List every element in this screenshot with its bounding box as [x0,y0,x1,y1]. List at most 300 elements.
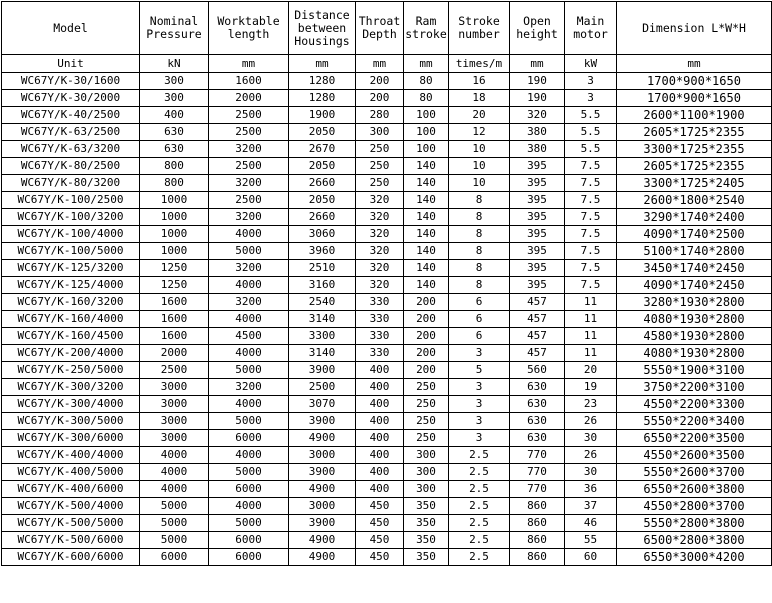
distance-between-housings-cell: 4900 [289,549,356,566]
main-motor-cell: 3 [565,90,617,107]
dimension-cell: 2600*1800*2540 [617,192,772,209]
main-motor-cell: 11 [565,311,617,328]
header-stroke-number: Stroke number [449,2,510,55]
throat-depth-cell: 320 [356,277,404,294]
table-body [2,73,772,566]
open-height-cell: 860 [510,498,565,515]
ram-stroke-cell: 350 [404,498,449,515]
ram-stroke-cell: 100 [404,107,449,124]
nominal-pressure-cell: 4000 [140,481,209,498]
nominal-pressure-cell: 2500 [140,362,209,379]
ram-stroke-cell: 80 [404,73,449,90]
model-cell: WC67Y/K-250/5000 [2,362,140,379]
ram-stroke-cell: 200 [404,328,449,345]
main-motor-cell: 19 [565,379,617,396]
header-open-height: Open height [510,2,565,55]
dimension-cell: 6550*2200*3500 [617,430,772,447]
throat-depth-cell: 250 [356,175,404,192]
worktable-length-cell: 6000 [209,481,289,498]
main-motor-cell: 7.5 [565,158,617,175]
open-height-cell: 395 [510,192,565,209]
stroke-number-cell: 8 [449,260,510,277]
stroke-number-cell: 3 [449,430,510,447]
distance-between-housings-cell: 2500 [289,379,356,396]
throat-depth-cell: 320 [356,260,404,277]
main-motor-cell: 46 [565,515,617,532]
dimension-cell: 5550*2200*3400 [617,413,772,430]
stroke-number-cell: 12 [449,124,510,141]
table-row [2,362,772,379]
distance-between-housings-cell: 4900 [289,532,356,549]
worktable-length-cell: 3200 [209,175,289,192]
nominal-pressure-cell: 5000 [140,498,209,515]
distance-between-housings-cell: 3160 [289,277,356,294]
throat-depth-cell: 320 [356,243,404,260]
open-height-cell: 457 [510,311,565,328]
model-cell: WC67Y/K-63/3200 [2,141,140,158]
dimension-cell: 3300*1725*2405 [617,175,772,192]
header-ram-stroke: Ram stroke [404,2,449,55]
dimension-cell: 3300*1725*2355 [617,141,772,158]
worktable-length-cell: 5000 [209,413,289,430]
header-distance-between-housings: Distance between Housings [289,2,356,55]
dimension-cell: 6500*2800*3800 [617,532,772,549]
ram-stroke-cell: 350 [404,532,449,549]
nominal-pressure-cell: 3000 [140,379,209,396]
main-motor-cell: 26 [565,447,617,464]
stroke-number-cell: 2.5 [449,498,510,515]
stroke-number-cell: 2.5 [449,464,510,481]
distance-between-housings-cell: 4900 [289,430,356,447]
distance-between-housings-cell: 3900 [289,515,356,532]
open-height-cell: 560 [510,362,565,379]
dimension-cell: 6550*3000*4200 [617,549,772,566]
throat-depth-cell: 400 [356,430,404,447]
dimension-cell: 2605*1725*2355 [617,158,772,175]
open-height-cell: 457 [510,345,565,362]
throat-depth-cell: 400 [356,413,404,430]
nominal-pressure-cell: 5000 [140,515,209,532]
stroke-number-cell: 6 [449,328,510,345]
model-cell: WC67Y/K-160/4500 [2,328,140,345]
header-model: Model [2,2,140,55]
nominal-pressure-cell: 1000 [140,209,209,226]
main-motor-cell: 5.5 [565,107,617,124]
nominal-pressure-cell: 1000 [140,243,209,260]
throat-depth-cell: 200 [356,90,404,107]
open-height-cell: 860 [510,549,565,566]
header-nominal-pressure: Nominal Pressure [140,2,209,55]
nominal-pressure-cell: 1250 [140,260,209,277]
table-row [2,464,772,481]
table-row [2,379,772,396]
stroke-number-cell: 6 [449,294,510,311]
nominal-pressure-cell: 5000 [140,532,209,549]
table-row [2,107,772,124]
ram-stroke-cell: 100 [404,124,449,141]
nominal-pressure-cell: 2000 [140,345,209,362]
ram-stroke-cell: 300 [404,481,449,498]
stroke-number-cell: 3 [449,379,510,396]
ram-stroke-cell: 350 [404,515,449,532]
table-row [2,226,772,243]
throat-depth-cell: 250 [356,141,404,158]
dimension-cell: 3290*1740*2400 [617,209,772,226]
dimension-cell: 4580*1930*2800 [617,328,772,345]
unit-nominal-pressure: kN [140,55,209,73]
table-row [2,328,772,345]
ram-stroke-cell: 140 [404,175,449,192]
ram-stroke-cell: 200 [404,311,449,328]
open-height-cell: 395 [510,175,565,192]
main-motor-cell: 7.5 [565,175,617,192]
main-motor-cell: 23 [565,396,617,413]
table-row [2,311,772,328]
open-height-cell: 395 [510,158,565,175]
open-height-cell: 770 [510,464,565,481]
table-row [2,481,772,498]
stroke-number-cell: 16 [449,73,510,90]
distance-between-housings-cell: 3070 [289,396,356,413]
stroke-number-cell: 8 [449,192,510,209]
table-row [2,158,772,175]
throat-depth-cell: 400 [356,379,404,396]
model-cell: WC67Y/K-300/3200 [2,379,140,396]
dimension-cell: 4080*1930*2800 [617,311,772,328]
main-motor-cell: 55 [565,532,617,549]
open-height-cell: 380 [510,124,565,141]
nominal-pressure-cell: 300 [140,90,209,107]
nominal-pressure-cell: 4000 [140,464,209,481]
unit-main-motor: kW [565,55,617,73]
worktable-length-cell: 2500 [209,107,289,124]
main-motor-cell: 7.5 [565,277,617,294]
stroke-number-cell: 2.5 [449,481,510,498]
throat-depth-cell: 450 [356,498,404,515]
model-cell: WC67Y/K-125/3200 [2,260,140,277]
model-cell: WC67Y/K-100/5000 [2,243,140,260]
worktable-length-cell: 1600 [209,73,289,90]
ram-stroke-cell: 80 [404,90,449,107]
nominal-pressure-cell: 3000 [140,430,209,447]
throat-depth-cell: 450 [356,549,404,566]
distance-between-housings-cell: 3000 [289,447,356,464]
throat-depth-cell: 320 [356,226,404,243]
table-row [2,294,772,311]
worktable-length-cell: 6000 [209,532,289,549]
open-height-cell: 395 [510,243,565,260]
throat-depth-cell: 280 [356,107,404,124]
model-cell: WC67Y/K-300/5000 [2,413,140,430]
dimension-cell: 4080*1930*2800 [617,345,772,362]
ram-stroke-cell: 250 [404,379,449,396]
unit-ram-stroke: mm [404,55,449,73]
main-motor-cell: 11 [565,328,617,345]
main-motor-cell: 7.5 [565,243,617,260]
worktable-length-cell: 4000 [209,447,289,464]
model-cell: WC67Y/K-160/4000 [2,311,140,328]
unit-worktable-length: mm [209,55,289,73]
stroke-number-cell: 10 [449,141,510,158]
ram-stroke-cell: 300 [404,464,449,481]
unit-stroke-number: times/m [449,55,510,73]
ram-stroke-cell: 250 [404,413,449,430]
model-cell: WC67Y/K-125/4000 [2,277,140,294]
distance-between-housings-cell: 2660 [289,175,356,192]
model-cell: WC67Y/K-30/1600 [2,73,140,90]
worktable-length-cell: 2500 [209,124,289,141]
stroke-number-cell: 5 [449,362,510,379]
main-motor-cell: 7.5 [565,226,617,243]
throat-depth-cell: 330 [356,345,404,362]
main-motor-cell: 26 [565,413,617,430]
open-height-cell: 457 [510,294,565,311]
stroke-number-cell: 10 [449,175,510,192]
table-row [2,209,772,226]
distance-between-housings-cell: 2670 [289,141,356,158]
dimension-cell: 5550*2600*3700 [617,464,772,481]
distance-between-housings-cell: 3140 [289,311,356,328]
main-motor-cell: 3 [565,73,617,90]
table-row [2,124,772,141]
worktable-length-cell: 5000 [209,515,289,532]
model-cell: WC67Y/K-30/2000 [2,90,140,107]
model-cell: WC67Y/K-400/5000 [2,464,140,481]
throat-depth-cell: 320 [356,192,404,209]
model-cell: WC67Y/K-400/6000 [2,481,140,498]
worktable-length-cell: 2500 [209,192,289,209]
unit-open-height: mm [510,55,565,73]
open-height-cell: 395 [510,277,565,294]
distance-between-housings-cell: 1280 [289,90,356,107]
stroke-number-cell: 2.5 [449,532,510,549]
dimension-cell: 2600*1100*1900 [617,107,772,124]
table-row [2,175,772,192]
table-row [2,192,772,209]
table-row [2,413,772,430]
ram-stroke-cell: 250 [404,430,449,447]
table-row [2,73,772,90]
distance-between-housings-cell: 1280 [289,73,356,90]
open-height-cell: 190 [510,73,565,90]
unit-throat-depth: mm [356,55,404,73]
worktable-length-cell: 6000 [209,430,289,447]
table-row [2,447,772,464]
stroke-number-cell: 8 [449,243,510,260]
ram-stroke-cell: 250 [404,396,449,413]
nominal-pressure-cell: 300 [140,73,209,90]
worktable-length-cell: 2500 [209,158,289,175]
nominal-pressure-cell: 1000 [140,192,209,209]
ram-stroke-cell: 200 [404,362,449,379]
main-motor-cell: 5.5 [565,141,617,158]
distance-between-housings-cell: 3960 [289,243,356,260]
table-row [2,260,772,277]
distance-between-housings-cell: 3140 [289,345,356,362]
model-cell: WC67Y/K-500/4000 [2,498,140,515]
open-height-cell: 860 [510,532,565,549]
dimension-cell: 2605*1725*2355 [617,124,772,141]
worktable-length-cell: 4000 [209,345,289,362]
worktable-length-cell: 3200 [209,294,289,311]
open-height-cell: 630 [510,379,565,396]
open-height-cell: 630 [510,413,565,430]
dimension-cell: 4550*2800*3700 [617,498,772,515]
stroke-number-cell: 20 [449,107,510,124]
stroke-number-cell: 6 [449,311,510,328]
worktable-length-cell: 4000 [209,396,289,413]
worktable-length-cell: 4500 [209,328,289,345]
dimension-cell: 4550*2200*3300 [617,396,772,413]
ram-stroke-cell: 140 [404,192,449,209]
dimension-cell: 5100*1740*2800 [617,243,772,260]
table-row [2,243,772,260]
model-cell: WC67Y/K-300/4000 [2,396,140,413]
stroke-number-cell: 2.5 [449,515,510,532]
dimension-cell: 5550*1900*3100 [617,362,772,379]
press-brake-spec-table [1,1,772,566]
open-height-cell: 320 [510,107,565,124]
main-motor-cell: 5.5 [565,124,617,141]
stroke-number-cell: 3 [449,396,510,413]
main-motor-cell: 11 [565,345,617,362]
model-cell: WC67Y/K-200/4000 [2,345,140,362]
dimension-cell: 1700*900*1650 [617,73,772,90]
ram-stroke-cell: 300 [404,447,449,464]
distance-between-housings-cell: 3900 [289,362,356,379]
nominal-pressure-cell: 800 [140,158,209,175]
dimension-cell: 5550*2800*3800 [617,515,772,532]
main-motor-cell: 7.5 [565,192,617,209]
open-height-cell: 770 [510,447,565,464]
main-motor-cell: 36 [565,481,617,498]
table-row [2,498,772,515]
ram-stroke-cell: 350 [404,549,449,566]
table-row [2,396,772,413]
model-cell: WC67Y/K-63/2500 [2,124,140,141]
distance-between-housings-cell: 3900 [289,413,356,430]
worktable-length-cell: 4000 [209,226,289,243]
worktable-length-cell: 5000 [209,243,289,260]
open-height-cell: 630 [510,430,565,447]
header-main-motor: Main motor [565,2,617,55]
stroke-number-cell: 8 [449,277,510,294]
nominal-pressure-cell: 1600 [140,311,209,328]
stroke-number-cell: 3 [449,413,510,430]
ram-stroke-cell: 140 [404,260,449,277]
open-height-cell: 770 [510,481,565,498]
ram-stroke-cell: 140 [404,243,449,260]
stroke-number-cell: 18 [449,90,510,107]
main-motor-cell: 30 [565,430,617,447]
throat-depth-cell: 400 [356,464,404,481]
dimension-cell: 3450*1740*2450 [617,260,772,277]
model-cell: WC67Y/K-400/4000 [2,447,140,464]
worktable-length-cell: 4000 [209,277,289,294]
nominal-pressure-cell: 630 [140,124,209,141]
throat-depth-cell: 400 [356,481,404,498]
open-height-cell: 190 [510,90,565,107]
stroke-number-cell: 8 [449,226,510,243]
worktable-length-cell: 3200 [209,379,289,396]
nominal-pressure-cell: 3000 [140,413,209,430]
worktable-length-cell: 2000 [209,90,289,107]
unit-dimension: mm [617,55,772,73]
worktable-length-cell: 5000 [209,362,289,379]
stroke-number-cell: 10 [449,158,510,175]
throat-depth-cell: 400 [356,362,404,379]
stroke-number-cell: 2.5 [449,549,510,566]
throat-depth-cell: 330 [356,294,404,311]
dimension-cell: 3750*2200*3100 [617,379,772,396]
ram-stroke-cell: 200 [404,345,449,362]
distance-between-housings-cell: 2660 [289,209,356,226]
table-row [2,141,772,158]
header-worktable-length: Worktable length [209,2,289,55]
unit-distance-between-housings: mm [289,55,356,73]
distance-between-housings-cell: 2510 [289,260,356,277]
distance-between-housings-cell: 3060 [289,226,356,243]
ram-stroke-cell: 200 [404,294,449,311]
main-motor-cell: 60 [565,549,617,566]
distance-between-housings-cell: 4900 [289,481,356,498]
distance-between-housings-cell: 3300 [289,328,356,345]
nominal-pressure-cell: 6000 [140,549,209,566]
worktable-length-cell: 3200 [209,260,289,277]
open-height-cell: 457 [510,328,565,345]
dimension-cell: 4090*1740*2450 [617,277,772,294]
model-cell: WC67Y/K-80/2500 [2,158,140,175]
worktable-length-cell: 3200 [209,141,289,158]
dimension-cell: 4090*1740*2500 [617,226,772,243]
model-cell: WC67Y/K-100/2500 [2,192,140,209]
ram-stroke-cell: 100 [404,141,449,158]
nominal-pressure-cell: 3000 [140,396,209,413]
unit-label: Unit [2,55,140,73]
model-cell: WC67Y/K-500/5000 [2,515,140,532]
stroke-number-cell: 3 [449,345,510,362]
nominal-pressure-cell: 4000 [140,447,209,464]
throat-depth-cell: 250 [356,158,404,175]
open-height-cell: 395 [510,226,565,243]
stroke-number-cell: 8 [449,209,510,226]
header-throat-depth: Throat Depth [356,2,404,55]
header-row [2,2,772,55]
worktable-length-cell: 4000 [209,498,289,515]
table-row [2,549,772,566]
throat-depth-cell: 200 [356,73,404,90]
table-row [2,90,772,107]
table-row [2,345,772,362]
throat-depth-cell: 330 [356,328,404,345]
main-motor-cell: 7.5 [565,209,617,226]
dimension-cell: 4550*2600*3500 [617,447,772,464]
nominal-pressure-cell: 1600 [140,328,209,345]
throat-depth-cell: 320 [356,209,404,226]
distance-between-housings-cell: 1900 [289,107,356,124]
table-row [2,515,772,532]
throat-depth-cell: 400 [356,447,404,464]
open-height-cell: 630 [510,396,565,413]
throat-depth-cell: 330 [356,311,404,328]
model-cell: WC67Y/K-100/3200 [2,209,140,226]
nominal-pressure-cell: 400 [140,107,209,124]
model-cell: WC67Y/K-300/6000 [2,430,140,447]
main-motor-cell: 11 [565,294,617,311]
distance-between-housings-cell: 3900 [289,464,356,481]
ram-stroke-cell: 140 [404,277,449,294]
throat-depth-cell: 300 [356,124,404,141]
